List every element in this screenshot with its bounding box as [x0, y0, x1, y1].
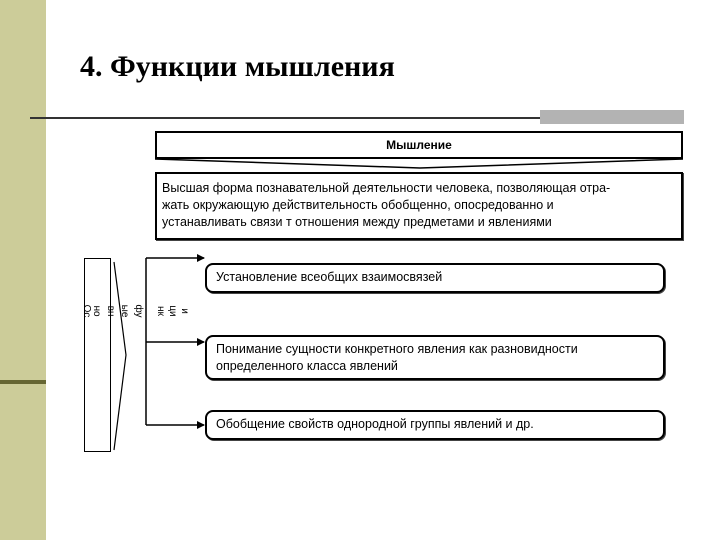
side-label-chunk: вн [105, 305, 116, 317]
function-line: Обобщение свойств однородной группы явлений и др. [216, 417, 534, 431]
side-label-chunk: ые [119, 304, 130, 318]
side-label-chunk: ци [167, 305, 178, 317]
definition-line: устанавливать связи т отношения между предметами и явлениями [162, 215, 552, 229]
side-label-chunk: фу [133, 304, 144, 318]
concept-brace [155, 159, 683, 168]
definition-line: Высшая форма познавательной деятельности человека, позволяющая отра- [162, 181, 611, 195]
function-line: Установление всеобщих взаимосвязей [216, 270, 443, 284]
side-chevron [114, 262, 126, 450]
side-label-chunk: нк [155, 306, 166, 316]
side-label-chunk: но [91, 305, 102, 317]
concept-label: Мышление [386, 138, 452, 152]
function-line: Понимание сущности конкретного явления как разновидности [216, 342, 578, 356]
side-label-chunk: и [179, 308, 190, 314]
side-label-chunk: Ос [81, 304, 92, 318]
definition-line: жать окружающую действительность обобщенно, опосредованно и [162, 198, 554, 212]
slide-title: 4. Функции мышления [80, 50, 395, 83]
function-line: определенного класса явлений [216, 359, 398, 373]
